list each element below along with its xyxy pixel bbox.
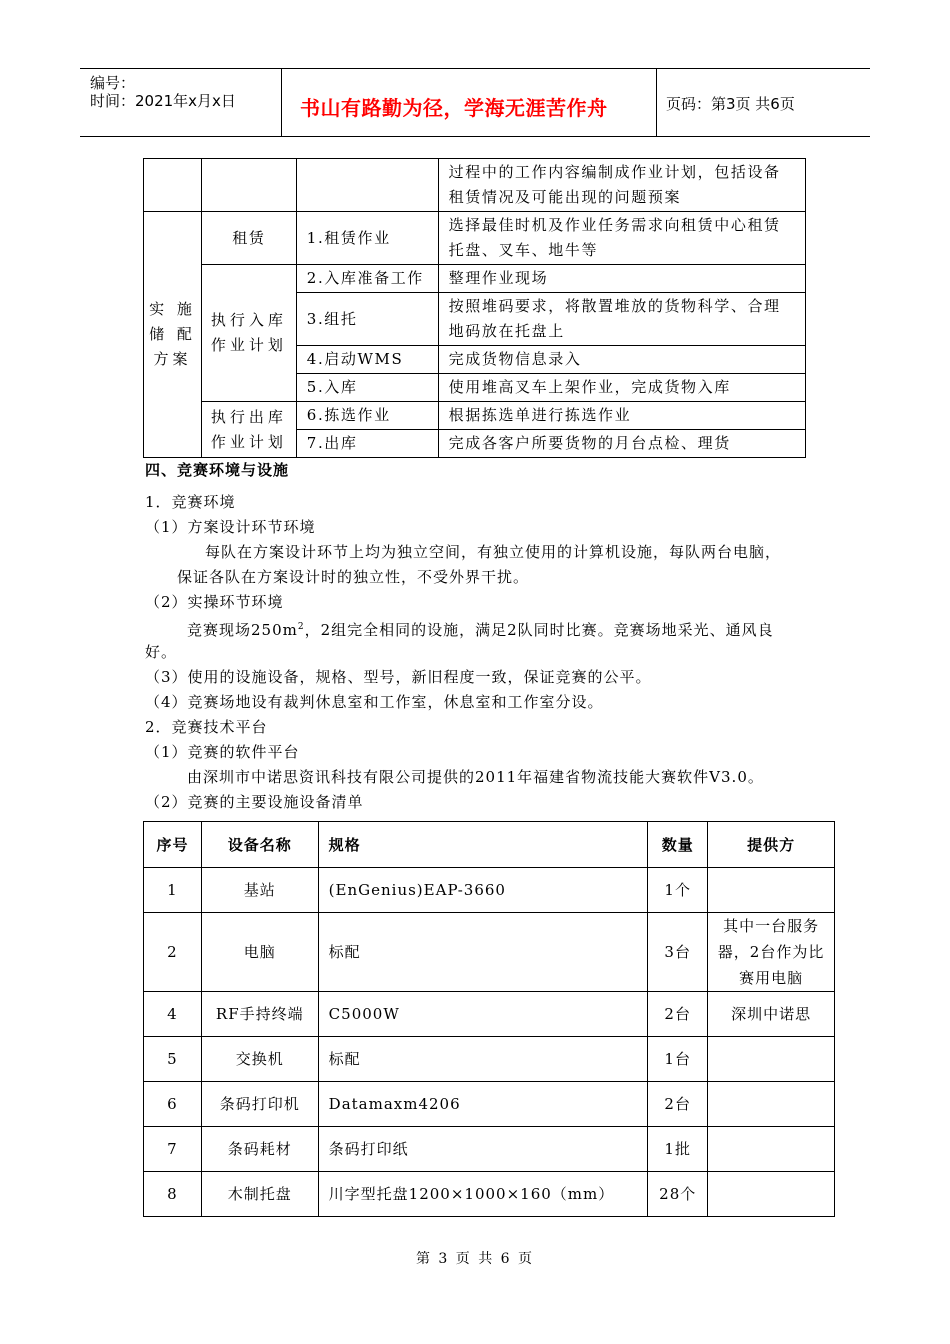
table-row (144, 402, 806, 430)
header-number: 编号： (90, 74, 136, 92)
header-divider-right (656, 68, 657, 136)
header-page-number: 页码：第3页 共6页 (666, 95, 795, 113)
equipment-table (143, 821, 835, 1217)
table-cell (144, 159, 202, 212)
table-cell: 条码耗材 (201, 1127, 318, 1172)
subsection-heading: 2．竞赛技术平台 (145, 718, 268, 736)
table-cell: 2台 (648, 992, 708, 1037)
plan-category: 执行出库作业计划 (201, 402, 296, 458)
paragraph-line: 好。 (145, 643, 178, 661)
plan-desc: 选择最佳时机及作业任务需求向租赁中心租赁托盘、叉车、地牛等 (438, 212, 805, 265)
table-cell: 1个 (648, 868, 708, 913)
table-cell: 条码打印机 (201, 1082, 318, 1127)
plan-step: 1.租赁作业 (296, 212, 438, 265)
header-top-rule (80, 68, 870, 69)
table-row (144, 1172, 835, 1217)
table-cell: (EnGenius)EAP-3660 (318, 868, 648, 913)
paragraph-line: 保证各队在方案设计时的独立性，不受外界干扰。 (177, 568, 530, 586)
table-cell: 2台 (648, 1082, 708, 1127)
table-cell: 1台 (648, 1037, 708, 1082)
plan-desc: 整理作业现场 (438, 265, 805, 293)
item-heading: （1）竞赛的软件平台 (145, 743, 300, 761)
table-row (144, 868, 835, 913)
section-heading: 四、竞赛环境与设施 (145, 461, 290, 479)
paragraph-line (187, 616, 774, 641)
superscript: 2 (297, 622, 305, 632)
table-cell: 4 (144, 992, 202, 1037)
table-row (144, 212, 806, 265)
table-cell: 标配 (318, 913, 648, 992)
table-cell: 木制托盘 (201, 1172, 318, 1217)
plan-desc: 使用堆高叉车上架作业，完成货物入库 (438, 374, 805, 402)
column-header: 设备名称 (201, 822, 318, 868)
table-cell: 7 (144, 1127, 202, 1172)
table-row (144, 992, 835, 1037)
item-line: （3）使用的设施设备，规格、型号，新旧程度一致，保证竞赛的公平。 (145, 668, 652, 686)
paragraph-text: ，2组完全相同的设施，满足2队同时比赛。竞赛场地采光、通风良 (304, 621, 774, 639)
column-header: 数量 (648, 822, 708, 868)
plan-category: 执行入库作业计划 (201, 265, 296, 402)
page-footer: 第 3 页 共 6 页 (415, 1251, 535, 1267)
plan-desc: 完成各客户所要货物的月台点检、理货 (438, 430, 805, 458)
table-row (144, 1037, 835, 1082)
table-cell: 其中一台服务器，2台作为比赛用电脑 (708, 913, 835, 992)
table-cell: 1批 (648, 1127, 708, 1172)
table-cell: Datamaxm4206 (318, 1082, 648, 1127)
table-cell (708, 1037, 835, 1082)
table-cell: 过程中的工作内容编制成作业计划，包括设备租赁情况及可能出现的问题预案 (438, 159, 805, 212)
table-cell: 标配 (318, 1037, 648, 1082)
column-header: 序号 (144, 822, 202, 868)
table-cell: 电脑 (201, 913, 318, 992)
table-cell: 1 (144, 868, 202, 913)
plan-step: 2.入库准备工作 (296, 265, 438, 293)
table-cell (708, 1172, 835, 1217)
plan-step: 5.入库 (296, 374, 438, 402)
plan-step: 7.出库 (296, 430, 438, 458)
table-row (144, 1127, 835, 1172)
table-cell (708, 1127, 835, 1172)
plan-step: 6.拣选作业 (296, 402, 438, 430)
table-cell: 6 (144, 1082, 202, 1127)
table-cell (201, 159, 296, 212)
table-cell: 川字型托盘1200×1000×160（mm） (318, 1172, 648, 1217)
table-cell: 28个 (648, 1172, 708, 1217)
table-cell: 交换机 (201, 1037, 318, 1082)
header-motto: 书山有路勤为径，学海无涯苦作舟 (300, 96, 608, 120)
subsection-heading: 1．竞赛环境 (145, 493, 236, 511)
table-cell: 基站 (201, 868, 318, 913)
item-heading: （2）实操环节环境 (145, 593, 284, 611)
header-time: 时间：2021年x月x日 (90, 92, 236, 110)
plan-group-label: 实 施 储 配 方案 (144, 212, 202, 458)
table-cell (708, 868, 835, 913)
table-cell: 8 (144, 1172, 202, 1217)
plan-category: 租赁 (201, 212, 296, 265)
table-cell: C5000W (318, 992, 648, 1037)
table-row (144, 1082, 835, 1127)
plan-desc: 按照堆码要求，将散置堆放的货物科学、合理地码放在托盘上 (438, 293, 805, 346)
table-row (144, 913, 835, 992)
item-heading: （2）竞赛的主要设施设备清单 (145, 793, 364, 811)
table-cell: 条码打印纸 (318, 1127, 648, 1172)
paragraph-text: 竞赛现场250m (187, 621, 298, 639)
plan-step: 3.组托 (296, 293, 438, 346)
item-line: （4）竞赛场地设有裁判休息室和工作室，休息室和工作室分设。 (145, 693, 604, 711)
paragraph-line: 每队在方案设计环节上均为独立空间，有独立使用的计算机设施，每队两台电脑， (205, 543, 782, 561)
table-cell: 深圳中诺思 (708, 992, 835, 1037)
implementation-plan-table (143, 158, 806, 458)
table-header-row (144, 822, 835, 868)
table-row (144, 265, 806, 293)
table-cell: 5 (144, 1037, 202, 1082)
item-heading: （1）方案设计环节环境 (145, 518, 316, 536)
header-bottom-rule (80, 136, 870, 137)
table-row (144, 159, 806, 212)
column-header: 提供方 (708, 822, 835, 868)
table-cell (708, 1082, 835, 1127)
table-cell: 3台 (648, 913, 708, 992)
column-header: 规格 (318, 822, 648, 868)
paragraph-line: 由深圳市中诺思资讯科技有限公司提供的2011年福建省物流技能大赛软件V3.0。 (187, 768, 764, 786)
table-cell: RF手持终端 (201, 992, 318, 1037)
table-cell (296, 159, 438, 212)
plan-step: 4.启动WMS (296, 346, 438, 374)
table-cell: 2 (144, 913, 202, 992)
header-divider-left (281, 68, 282, 136)
plan-desc: 完成货物信息录入 (438, 346, 805, 374)
plan-desc: 根据拣选单进行拣选作业 (438, 402, 805, 430)
